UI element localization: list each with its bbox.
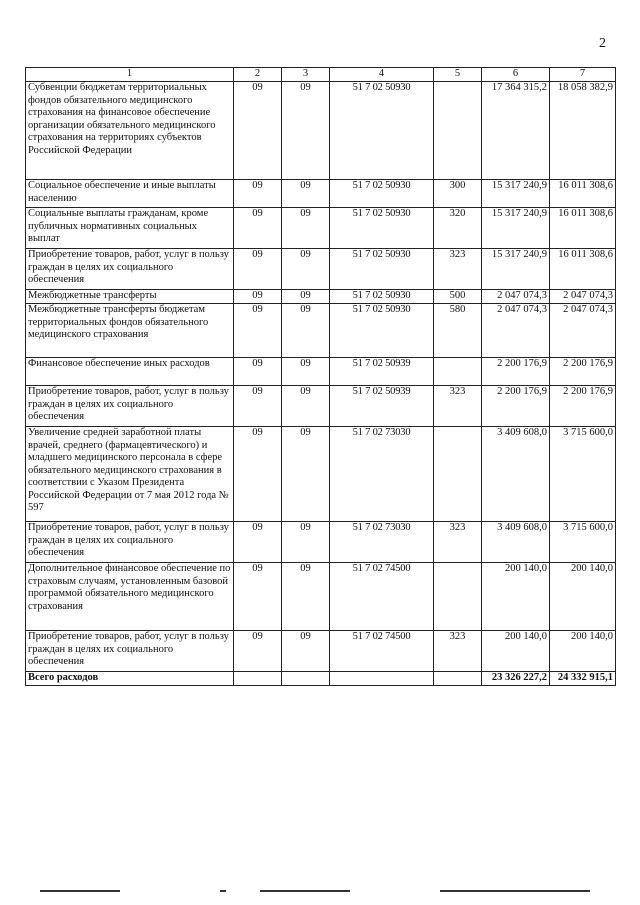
row-section-code: 09 xyxy=(234,522,282,563)
row-amount-year2: 2 200 176,9 xyxy=(550,358,616,386)
total-empty-cell xyxy=(434,672,482,686)
row-amount-year2: 16 011 308,6 xyxy=(550,249,616,290)
row-subsection-code: 09 xyxy=(282,631,330,672)
row-amount-year1: 2 200 176,9 xyxy=(482,358,550,386)
row-subsection-code: 09 xyxy=(282,290,330,304)
row-section-code: 09 xyxy=(234,427,282,522)
row-description: Межбюджетные трансферты xyxy=(26,290,234,304)
row-description: Дополнительное финансовое обеспечение по страховым случаям, установленным базовой программой обязательного медицинского страхования xyxy=(26,563,234,631)
header-cell: 7 xyxy=(550,68,616,82)
row-amount-year2: 3 715 600,0 xyxy=(550,427,616,522)
header-cell: 5 xyxy=(434,68,482,82)
total-label: Всего расходов xyxy=(26,672,234,686)
row-expense-type xyxy=(434,563,482,631)
header-cell: 2 xyxy=(234,68,282,82)
row-subsection-code: 09 xyxy=(282,358,330,386)
table-row xyxy=(26,563,616,631)
row-amount-year2: 200 140,0 xyxy=(550,563,616,631)
row-amount-year2: 2 047 074,3 xyxy=(550,290,616,304)
row-amount-year2: 16 011 308,6 xyxy=(550,208,616,249)
table-row xyxy=(26,386,616,427)
row-section-code: 09 xyxy=(234,290,282,304)
header-cell: 6 xyxy=(482,68,550,82)
table-row xyxy=(26,631,616,672)
row-subsection-code: 09 xyxy=(282,208,330,249)
row-target-article: 51 7 02 50939 xyxy=(330,386,434,427)
row-expense-type: 580 xyxy=(434,304,482,358)
row-amount-year2: 2 200 176,9 xyxy=(550,386,616,427)
row-description: Приобретение товаров, работ, услуг в пользу граждан в целях их социального обеспечения xyxy=(26,386,234,427)
row-expense-type xyxy=(434,427,482,522)
row-section-code: 09 xyxy=(234,180,282,208)
total-empty-cell xyxy=(234,672,282,686)
row-amount-year1: 15 317 240,9 xyxy=(482,208,550,249)
row-section-code: 09 xyxy=(234,358,282,386)
row-amount-year1: 3 409 608,0 xyxy=(482,522,550,563)
row-amount-year1: 3 409 608,0 xyxy=(482,427,550,522)
row-expense-type: 323 xyxy=(434,249,482,290)
row-subsection-code: 09 xyxy=(282,180,330,208)
row-amount-year1: 17 364 315,2 xyxy=(482,82,550,180)
row-amount-year2: 3 715 600,0 xyxy=(550,522,616,563)
row-amount-year1: 2 200 176,9 xyxy=(482,386,550,427)
row-expense-type: 323 xyxy=(434,386,482,427)
row-amount-year2: 18 058 382,9 xyxy=(550,82,616,180)
row-description: Приобретение товаров, работ, услуг в пользу граждан в целях их социального обеспечения xyxy=(26,249,234,290)
row-section-code: 09 xyxy=(234,249,282,290)
table-row xyxy=(26,180,616,208)
row-amount-year1: 200 140,0 xyxy=(482,563,550,631)
table-row xyxy=(26,290,616,304)
row-amount-year2: 200 140,0 xyxy=(550,631,616,672)
row-expense-type: 323 xyxy=(434,522,482,563)
scan-edge-marks xyxy=(40,887,600,895)
budget-expenses-table xyxy=(25,67,616,686)
row-amount-year1: 200 140,0 xyxy=(482,631,550,672)
row-target-article: 51 7 02 74500 xyxy=(330,563,434,631)
row-description: Приобретение товаров, работ, услуг в пользу граждан в целях их социального обеспечения xyxy=(26,522,234,563)
row-section-code: 09 xyxy=(234,563,282,631)
table-row xyxy=(26,304,616,358)
row-expense-type: 323 xyxy=(434,631,482,672)
row-target-article: 51 7 02 50939 xyxy=(330,358,434,386)
table-row xyxy=(26,522,616,563)
total-amount-year1: 23 326 227,2 xyxy=(482,672,550,686)
row-description: Приобретение товаров, работ, услуг в пользу граждан в целях их социального обеспечения xyxy=(26,631,234,672)
page-number: 2 xyxy=(599,36,606,51)
total-amount-year2: 24 332 915,1 xyxy=(550,672,616,686)
row-expense-type: 320 xyxy=(434,208,482,249)
row-amount-year2: 16 011 308,6 xyxy=(550,180,616,208)
row-subsection-code: 09 xyxy=(282,563,330,631)
row-description: Социальное обеспечение и иные выплаты населению xyxy=(26,180,234,208)
row-subsection-code: 09 xyxy=(282,386,330,427)
row-section-code: 09 xyxy=(234,82,282,180)
total-empty-cell xyxy=(282,672,330,686)
row-target-article: 51 7 02 50930 xyxy=(330,304,434,358)
header-cell: 1 xyxy=(26,68,234,82)
row-expense-type xyxy=(434,358,482,386)
row-target-article: 51 7 02 50930 xyxy=(330,208,434,249)
row-description: Социальные выплаты гражданам, кроме публичных нормативных социальных выплат xyxy=(26,208,234,249)
row-target-article: 51 7 02 73030 xyxy=(330,427,434,522)
row-amount-year1: 2 047 074,3 xyxy=(482,290,550,304)
row-section-code: 09 xyxy=(234,631,282,672)
row-amount-year2: 2 047 074,3 xyxy=(550,304,616,358)
row-subsection-code: 09 xyxy=(282,522,330,563)
row-target-article: 51 7 02 50930 xyxy=(330,290,434,304)
row-section-code: 09 xyxy=(234,386,282,427)
row-expense-type xyxy=(434,82,482,180)
header-cell: 4 xyxy=(330,68,434,82)
total-empty-cell xyxy=(330,672,434,686)
row-subsection-code: 09 xyxy=(282,82,330,180)
header-cell: 3 xyxy=(282,68,330,82)
row-target-article: 51 7 02 73030 xyxy=(330,522,434,563)
row-amount-year1: 15 317 240,9 xyxy=(482,180,550,208)
row-subsection-code: 09 xyxy=(282,427,330,522)
row-target-article: 51 7 02 74500 xyxy=(330,631,434,672)
row-description: Финансовое обеспечение иных расходов xyxy=(26,358,234,386)
table-row xyxy=(26,208,616,249)
table-header-row xyxy=(26,68,616,82)
table-row xyxy=(26,427,616,522)
row-description: Увеличение средней заработной платы врачей, среднего (фармацевтического) и младшего медицинского персонала в сфере обязательного медицинского страхования в соответствии с Указом Президента Российской Федерации от 7 мая 2012 года № 597 xyxy=(26,427,234,522)
row-section-code: 09 xyxy=(234,208,282,249)
row-description: Субвенции бюджетам территориальных фондов обязательного медицинского страхования на финансовое обеспечение организации обязательного медицинского страхования на территориях субъектов Российской Федерации xyxy=(26,82,234,180)
row-target-article: 51 7 02 50930 xyxy=(330,249,434,290)
row-target-article: 51 7 02 50930 xyxy=(330,82,434,180)
row-description: Межбюджетные трансферты бюджетам территориальных фондов обязательного медицинского страхования xyxy=(26,304,234,358)
row-expense-type: 300 xyxy=(434,180,482,208)
row-expense-type: 500 xyxy=(434,290,482,304)
row-target-article: 51 7 02 50930 xyxy=(330,180,434,208)
table-row xyxy=(26,358,616,386)
row-amount-year1: 2 047 074,3 xyxy=(482,304,550,358)
row-subsection-code: 09 xyxy=(282,304,330,358)
table-row xyxy=(26,249,616,290)
row-section-code: 09 xyxy=(234,304,282,358)
row-subsection-code: 09 xyxy=(282,249,330,290)
table-total-row xyxy=(26,672,616,686)
row-amount-year1: 15 317 240,9 xyxy=(482,249,550,290)
table-row xyxy=(26,82,616,180)
